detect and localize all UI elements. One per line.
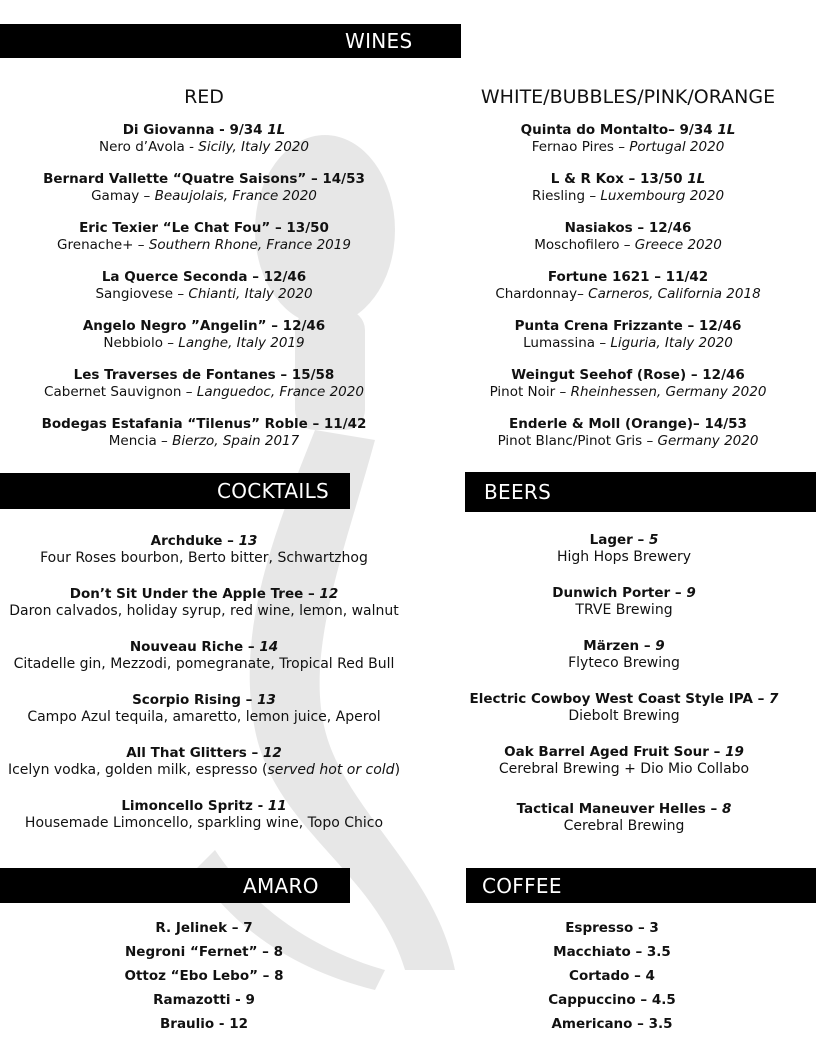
wine-grape: Sangiovese –	[95, 286, 189, 302]
beer-name-text: Märzen –	[583, 638, 656, 654]
wine-description	[440, 188, 816, 205]
wine-region: Germany 2020	[657, 433, 759, 449]
amaro-title: AMARO	[243, 873, 319, 898]
wine-name-text: Enderle & Moll (Orange)– 14/53	[509, 416, 747, 432]
coffee-item: Cortado – 4	[569, 968, 655, 984]
wine-name	[440, 415, 816, 433]
cocktail-name	[0, 532, 408, 550]
beer-brewery: Diebolt Brewing	[568, 708, 680, 724]
cocktail-name-text: Limoncello Spritz -	[121, 798, 268, 814]
cocktail-name-text: Don’t Sit Under the Apple Tree –	[69, 586, 320, 602]
wine-item	[0, 415, 408, 450]
wine-name	[0, 366, 408, 384]
cocktail-note-end: )	[394, 762, 401, 778]
cocktail-description	[0, 762, 408, 779]
amaro-item: Ramazotti - 9	[153, 992, 255, 1008]
wine-region: Bierzo, Spain 2017	[172, 433, 300, 449]
wine-name	[440, 366, 816, 384]
wine-item	[0, 366, 408, 401]
amaro-header-bar	[0, 868, 350, 903]
wine-name-text: Quinta do Montalto– 9/34	[520, 122, 718, 138]
wine-name-text: Punta Crena Frizzante – 12/46	[514, 318, 742, 334]
wine-item	[0, 219, 408, 254]
wine-description	[0, 237, 408, 254]
beer-name	[440, 800, 808, 818]
wine-description	[0, 433, 408, 450]
wine-region: Luxembourg 2020	[600, 188, 725, 204]
cocktail-name	[0, 691, 408, 709]
wine-region: Carneros, California 2018	[588, 286, 761, 302]
wine-grape: Chardonnay–	[495, 286, 589, 302]
wine-name-text: La Querce Seconda – 12/46	[101, 269, 307, 285]
cocktail-ingredients: Icelyn vodka, golden milk, espresso (	[7, 762, 268, 778]
wine-grape: Lumassina –	[523, 335, 611, 351]
amaro-item: Negroni “Fernet” – 8	[125, 944, 283, 960]
wine-size: 1L	[687, 171, 706, 187]
wine-name-text: Weingut Seehof (Rose) – 12/46	[511, 367, 745, 383]
wine-description	[0, 384, 408, 401]
beer-brewery: TRVE Brewing	[575, 602, 673, 618]
wine-description	[440, 433, 816, 450]
cocktail-item	[0, 691, 408, 726]
beer-item	[440, 800, 808, 835]
coffee-title: COFFEE	[482, 873, 562, 898]
cocktail-ingredients: Daron calvados, holiday syrup, red wine, lemon, walnut	[9, 603, 399, 619]
wine-description	[440, 286, 816, 303]
white-title: WHITE/BUBBLES/PINK/ORANGE	[480, 86, 776, 108]
coffee-column	[412, 919, 812, 1039]
wine-grape: Mencia –	[108, 433, 173, 449]
cocktail-ingredients: Four Roses bourbon, Berto bitter, Schwartzhog	[40, 550, 368, 566]
cocktail-price: 13	[257, 692, 276, 708]
wine-item	[0, 317, 408, 352]
cocktail-price: 12	[262, 745, 282, 761]
wine-item	[440, 219, 816, 254]
beer-brewery: Cerebral Brewing + Dio Mio Collabo	[498, 761, 750, 777]
beer-name	[440, 584, 808, 602]
beer-item	[440, 584, 808, 619]
wine-item	[440, 268, 816, 303]
coffee-item: Espresso – 3	[565, 920, 659, 936]
wine-item	[440, 170, 816, 205]
wine-name	[440, 170, 816, 188]
wine-size: 1L	[717, 122, 736, 138]
beer-brewery: Flyteco Brewing	[568, 655, 680, 671]
cocktail-description	[0, 656, 408, 673]
beers-title: BEERS	[484, 480, 552, 504]
wine-description	[0, 139, 408, 156]
wine-region: Southern Rhone, France 2019	[148, 237, 351, 253]
cocktail-price: 12	[319, 586, 339, 602]
wine-name-text: Bodegas Estafania “Tilenus” Roble – 11/42	[41, 416, 367, 432]
coffee-item: Macchiato – 3.5	[553, 944, 671, 960]
cocktail-item	[0, 797, 408, 832]
cocktail-description	[0, 709, 408, 726]
coffee-item: Cappuccino – 4.5	[548, 992, 676, 1008]
beer-name	[440, 690, 808, 708]
beer-item	[440, 690, 808, 725]
wine-name	[440, 219, 816, 237]
wine-grape: Cabernet Sauvignon –	[44, 384, 197, 400]
red-wine-column	[0, 86, 408, 464]
beer-item	[440, 531, 808, 566]
cocktail-name	[0, 797, 408, 815]
wine-grape: Pinot Noir –	[489, 384, 571, 400]
wine-region: Chianti, Italy 2020	[188, 286, 313, 302]
wine-name-text: Di Giovanna - 9/34	[122, 122, 268, 138]
beer-brewery: Cerebral Brewing	[563, 818, 685, 834]
wine-item	[0, 121, 408, 156]
wine-name-text: L & R Kox – 13/50	[550, 171, 688, 187]
cocktail-name-text: Scorpio Rising –	[132, 692, 258, 708]
wine-description	[440, 139, 816, 156]
cocktail-name	[0, 638, 408, 656]
beers-column	[440, 531, 808, 853]
cocktail-ingredients: Housemade Limoncello, sparkling wine, Topo Chico	[24, 815, 384, 831]
coffee-header-bar	[466, 868, 816, 903]
beer-name	[440, 743, 808, 761]
cocktail-item	[0, 532, 408, 567]
cocktails-title: COCKTAILS	[217, 479, 330, 503]
beer-name-text: Oak Barrel Aged Fruit Sour –	[504, 744, 726, 760]
cocktail-name	[0, 585, 408, 603]
amaro-item: R. Jelinek – 7	[155, 920, 253, 936]
cocktail-name-text: Archduke –	[150, 533, 239, 549]
beer-name	[440, 637, 808, 655]
amaro-column	[0, 919, 408, 1039]
wine-grape: Pinot Blanc/Pinot Gris –	[497, 433, 658, 449]
wine-name	[0, 219, 408, 237]
beer-name-text: Dunwich Porter –	[552, 585, 687, 601]
cocktail-item	[0, 638, 408, 673]
wine-region: Beaujolais, France 2020	[154, 188, 317, 204]
wine-description	[0, 335, 408, 352]
wine-name-text: Les Traverses de Fontanes – 15/58	[73, 367, 335, 383]
cocktail-price: 14	[259, 639, 279, 655]
wine-name-text: Angelo Negro ”Angelin” – 12/46	[82, 318, 326, 334]
wine-item	[440, 366, 816, 401]
beer-price: 9	[655, 638, 665, 654]
wine-region: Liguria, Italy 2020	[610, 335, 733, 351]
beer-price: 5	[648, 532, 659, 548]
cocktail-description	[0, 603, 408, 620]
cocktail-ingredients: Campo Azul tequila, amaretto, lemon juice, Aperol	[27, 709, 381, 725]
wine-item	[440, 121, 816, 156]
wine-item	[0, 268, 408, 303]
wine-grape: Gamay –	[91, 188, 155, 204]
beer-brewery: High Hops Brewery	[556, 549, 692, 565]
beer-name	[440, 531, 808, 549]
cocktail-price: 11	[267, 798, 287, 814]
beer-price: 9	[686, 585, 696, 601]
coffee-item: Americano – 3.5	[551, 1016, 673, 1032]
wine-description	[0, 188, 408, 205]
wine-name	[440, 121, 816, 139]
cocktail-name-text: Nouveau Riche –	[129, 639, 260, 655]
wine-item	[440, 415, 816, 450]
wine-region: Greece 2020	[634, 237, 722, 253]
beer-price: 8	[721, 801, 732, 817]
beer-name-text: Tactical Maneuver Helles –	[516, 801, 722, 817]
wine-grape: Nebbiolo –	[103, 335, 179, 351]
beer-name-text: Lager –	[589, 532, 649, 548]
white-wine-column	[440, 86, 816, 464]
amaro-item: Braulio - 12	[160, 1016, 248, 1032]
wine-name	[0, 268, 408, 286]
wine-description	[0, 286, 408, 303]
cocktail-item	[0, 585, 408, 620]
wine-item	[440, 317, 816, 352]
wine-region: Rheinhessen, Germany 2020	[570, 384, 767, 400]
cocktails-header-bar	[0, 473, 350, 509]
red-title: RED	[184, 86, 224, 108]
beers-header-bar	[465, 472, 816, 512]
wine-name-text: Fortune 1621 – 11/42	[547, 269, 709, 285]
cocktail-description	[0, 815, 408, 832]
wine-name-text: Nasiakos – 12/46	[564, 220, 692, 236]
wine-region: Langhe, Italy 2019	[178, 335, 305, 351]
wines-title: WINES	[345, 29, 413, 53]
wine-region: Portugal 2020	[629, 139, 725, 155]
wine-name	[0, 317, 408, 335]
wine-size: 1L	[267, 122, 286, 138]
beer-item	[440, 743, 808, 778]
cocktail-item	[0, 744, 408, 779]
wine-description	[440, 237, 816, 254]
cocktail-name-text: All That Glitters –	[126, 745, 263, 761]
wine-description	[440, 335, 816, 352]
wine-grape: Moschofilero –	[534, 237, 635, 253]
beer-item	[440, 637, 808, 672]
wine-name	[440, 317, 816, 335]
beer-price: 19	[725, 744, 744, 760]
wine-name	[0, 121, 408, 139]
cocktail-note: served hot or cold	[267, 762, 395, 778]
wine-grape: Riesling –	[531, 188, 601, 204]
wine-grape: Fernao Pires –	[531, 139, 630, 155]
wine-name	[440, 268, 816, 286]
wine-name	[0, 415, 408, 433]
wine-region: Sicily, Italy 2020	[198, 139, 309, 155]
cocktail-name	[0, 744, 408, 762]
cocktails-column	[0, 532, 408, 850]
wine-grape: Grenache+ –	[57, 237, 149, 253]
cocktail-price: 13	[238, 533, 258, 549]
cocktail-description	[0, 550, 408, 567]
wines-header-bar	[0, 24, 461, 58]
wine-name-text: Eric Texier “Le Chat Fou” – 13/50	[79, 220, 329, 236]
wine-description	[440, 384, 816, 401]
cocktail-ingredients: Citadelle gin, Mezzodi, pomegranate, Tropical Red Bull	[13, 656, 395, 672]
wine-item	[0, 170, 408, 205]
wine-name-text: Bernard Vallette “Quatre Saisons” – 14/53	[43, 171, 365, 187]
beer-price: 7	[769, 691, 779, 707]
wine-region: Languedoc, France 2020	[196, 384, 364, 400]
amaro-item: Ottoz “Ebo Lebo” – 8	[124, 968, 284, 984]
beer-name-text: Electric Cowboy West Coast Style IPA –	[469, 691, 770, 707]
wine-name	[0, 170, 408, 188]
wine-grape: Nero d’Avola -	[99, 139, 199, 155]
